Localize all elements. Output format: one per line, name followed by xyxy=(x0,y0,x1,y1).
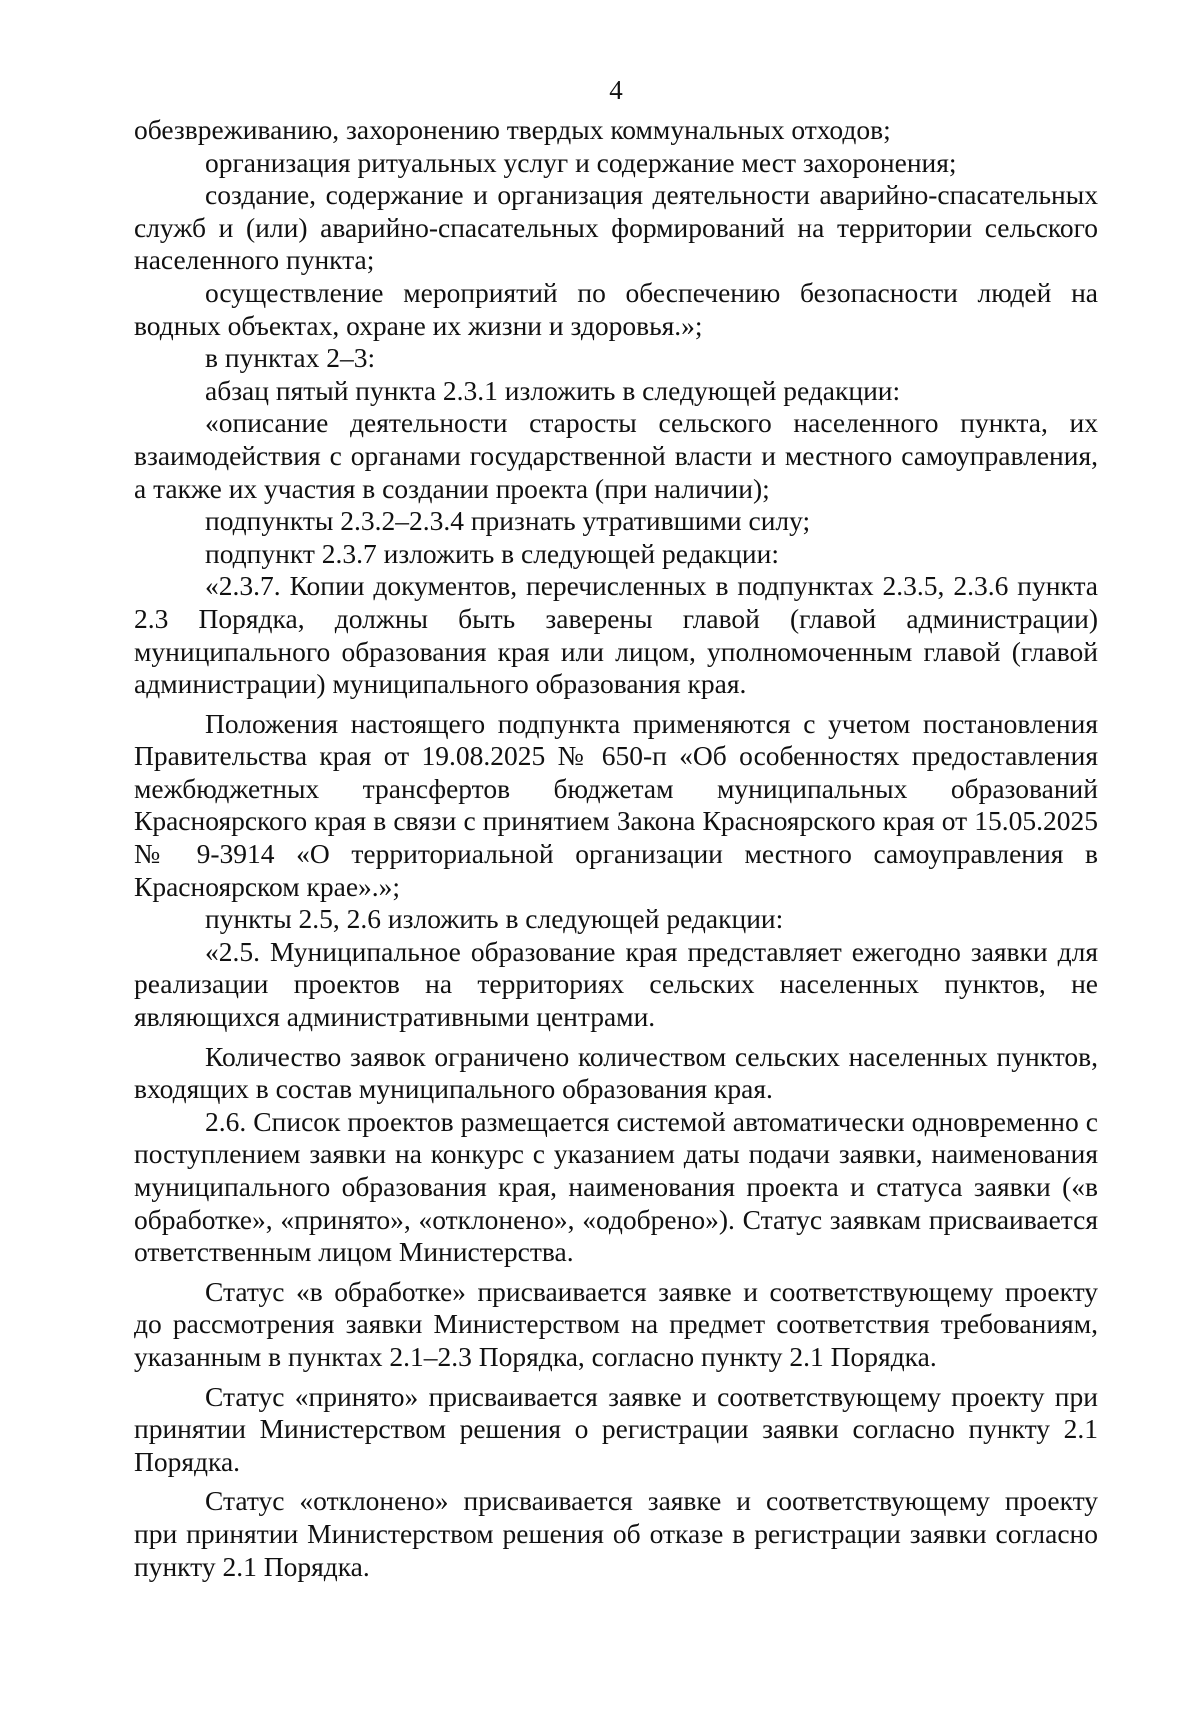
paragraph-ritual-services: организация ритуальных услуг и содержание мест захоронения; xyxy=(205,146,957,178)
paragraph-points-2-3: в пунктах 2–3: xyxy=(205,342,376,374)
document-body xyxy=(134,114,1098,1583)
paragraph-2-3-7-text: «2.3.7. Копии документов, перечисленных в подпунктах 2.3.5, 2.3.6 пункта 2.3 Порядка, должны быть заверены главой (главой администрации) муниципального образования края или лицом, уполномоченным главой (главой администрации) муниципального образования края. xyxy=(134,570,1098,700)
paragraph-2-3-1-intro: абзац пятый пункта 2.3.1 изложить в следующей редакции: xyxy=(205,374,901,406)
paragraph-rescue-services: создание, содержание и организация деятельности аварийно-спасательных служб и (или) аварийно-спасательных формирований на территории сельского населенного пункта; xyxy=(134,179,1098,276)
paragraph-status-rejected: Статус «отклонено» присваивается заявке и соответствующему проекту при принятии Министерством решения об отказе в регистрации заявки согласно пункту 2.1 Порядка. xyxy=(134,1485,1098,1582)
paragraph-2-6-text: 2.6. Список проектов размещается системой автоматически одновременно с поступлением заявки на конкурс с указанием даты подачи заявки, наименования муниципального образования края, наименования проекта и статуса заявки («в обработке», «принято», «отклонено», «одобрено»). Статус заявкам присваивается ответственным лицом Министерства. xyxy=(134,1105,1098,1268)
paragraph-2-3-7-intro: подпункт 2.3.7 изложить в следующей редакции: xyxy=(205,537,779,569)
paragraph-status-processing: Статус «в обработке» присваивается заявке и соответствующему проекту до рассмотрения заявки Министерством на предмет соответствия требованиям, указанным в пунктах 2.1–2.3 Порядка, согласно пункту 2.1 Порядка. xyxy=(134,1275,1098,1372)
paragraph-status-accepted: Статус «принято» присваивается заявке и соответствующему проекту при принятии Министерством решения о регистрации заявки согласно пункту 2.1 Порядка. xyxy=(134,1380,1098,1477)
paragraph-water-safety: осуществление мероприятий по обеспечению безопасности людей на водных объектах, охране их жизни и здоровья.»; xyxy=(134,276,1098,341)
paragraph-continuation: обезвреживанию, захоронению твердых коммунальных отходов; xyxy=(134,114,891,145)
paragraph-application-count: Количество заявок ограничено количеством сельских населенных пунктов, входящих в состав муниципального образования края. xyxy=(134,1040,1098,1105)
page-number: 4 xyxy=(609,75,623,105)
paragraph-provisions: Положения настоящего подпункта применяются с учетом постановления Правительства края от 19.08.2025 № 650-п «Об особенностях предоставления межбюджетных трансфертов бюджетам муниципальных образований Красноярского края в связи с принятием Закона Красноярского края от 15.05.2025 № 9-3914 «О территориальной организации местного самоуправления в Красноярском крае».»; xyxy=(134,707,1098,902)
paragraph-2-5-2-6-intro: пункты 2.5, 2.6 изложить в следующей редакции: xyxy=(205,903,784,935)
paragraph-2-3-1-text: «описание деятельности старосты сельского населенного пункта, их взаимодействия с органами государственной власти и местного самоуправления, а также их участия в создании проекта (при наличии); xyxy=(134,407,1098,504)
paragraph-2-3-2-repeal: подпункты 2.3.2–2.3.4 признать утратившими силу; xyxy=(205,505,811,537)
paragraph-2-5-text: «2.5. Муниципальное образование края представляет ежегодно заявки для реализации проектов на территориях сельских населенных пунктов, не являющихся административными центрами. xyxy=(134,935,1098,1033)
